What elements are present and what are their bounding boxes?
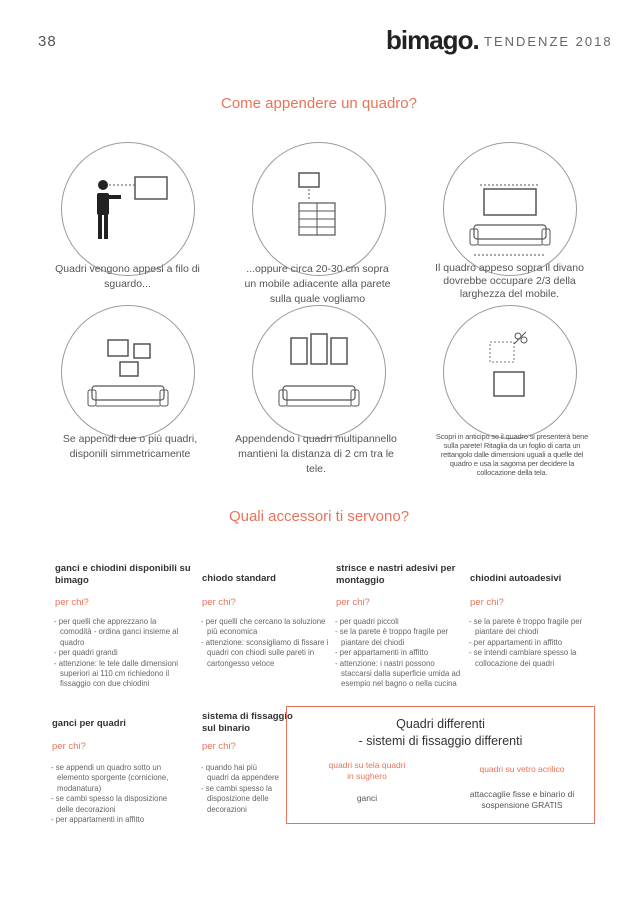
accessory-bullets-rail-system xyxy=(199,763,279,815)
accessory-title-rail-system: sistema di fissaggio sul binario xyxy=(202,711,293,734)
sofa-triptych-icon xyxy=(253,306,385,438)
box-label-canvas-cork: quadri su tela quadri in sughero xyxy=(328,760,406,781)
person-eye-level-icon xyxy=(62,143,194,275)
box-label-acrylic: quadri su vetro acrilico xyxy=(479,764,565,774)
per-chi-label: per chi? xyxy=(336,597,370,608)
list-item: - se la parete è troppo fragile per piantare dei chiodi xyxy=(467,617,597,638)
sofa-two-pictures-icon xyxy=(62,306,194,438)
illustration-eye-level xyxy=(61,142,195,276)
illustration-above-furniture xyxy=(252,142,386,276)
list-item: - per appartamenti in affitto xyxy=(467,638,597,648)
accessory-title-standard-nail: chiodo standard xyxy=(202,573,276,584)
box-title-line2: - sistemi di fissaggio differenti xyxy=(358,734,523,748)
list-item: - per appartamenti in affitto xyxy=(49,815,184,825)
per-chi-label: per chi? xyxy=(202,741,236,752)
accessory-bullets-picture-hooks xyxy=(49,763,184,825)
box-value-rail: attaccaglie fisse e binario di sospensione GRATIS xyxy=(469,789,575,810)
illustration-symmetric xyxy=(61,305,195,439)
list-item: - se la parete è troppo fragile per piantare dei chiodi xyxy=(333,627,463,648)
cabinet-icon xyxy=(253,143,385,275)
caption-above-furniture: ...oppure circa 20-30 cm sopra un mobile adiacente alla parete sulla quale vogliamo xyxy=(244,263,391,305)
list-item: - attenzione: sconsigliamo di fissare i quadri con chiodi sulle pareti in cartongesso veloce xyxy=(199,638,329,669)
header-subtitle: TENDENZE 2018 xyxy=(484,34,613,49)
per-chi-label: per chi? xyxy=(52,741,86,752)
per-chi-label: per chi? xyxy=(470,597,504,608)
section-title-hanging: Come appendere un quadro? xyxy=(221,95,417,112)
brand-logo: bimago. xyxy=(386,25,479,55)
list-item: - per quadri grandi xyxy=(52,648,187,658)
paper-scissors-icon xyxy=(444,306,576,438)
per-chi-label: per chi? xyxy=(55,597,89,608)
list-item: - per quelli che cercano la soluzione più economica xyxy=(199,617,329,638)
caption-multipanel: Appendendo i quadri multipannello mantieni la distanza di 2 cm tra le tele. xyxy=(235,433,397,475)
list-item: - quando hai più quadri da appendere xyxy=(199,763,279,784)
illustration-multipanel xyxy=(252,305,386,439)
illustration-paper-template xyxy=(443,305,577,439)
box-title-line1: Quadri differenti xyxy=(396,717,485,731)
accessory-title-adhesive-strips: strisce e nastri adesivi per montaggio xyxy=(336,563,456,586)
accessory-bullets-standard-nail xyxy=(199,617,329,669)
caption-eye-level: Quadri vengono appesi a filo di sguardo... xyxy=(55,263,200,290)
illustration-above-sofa xyxy=(443,142,577,276)
accessory-title-self-adhesive-nails: chiodini autoadesivi xyxy=(470,573,562,584)
accessory-bullets-bimago-hooks xyxy=(52,617,187,690)
caption-above-sofa: Il quadro appeso sopra il divano dovrebbe occupare 2/3 della larghezza del mobile. xyxy=(435,262,584,300)
section-title-accessories: Quali accessori ti servono? xyxy=(228,508,410,525)
list-item: - se appendi un quadro sotto un elemento sporgente (cornicione, modanatura) xyxy=(49,763,184,794)
list-item: - per quadri piccoli xyxy=(333,617,463,627)
list-item: - se intendi cambiare spesso la collocazione dei quadri xyxy=(467,648,597,669)
per-chi-label: per chi? xyxy=(202,597,236,608)
caption-paper-template: Scopri in anticipo se il quadro si presenterà bene sulla parete! Ritaglia da un foglio di carta un rettangolo dalle dimensioni uguali a quelle del quadro e usa la sagoma per decidere la collocazione della tela. xyxy=(435,432,589,477)
different-systems-box xyxy=(286,706,595,824)
sofa-icon xyxy=(444,143,576,275)
list-item: - attenzione: i nastri possono staccarsi dalla superficie umida ad esempio nel bagno o nella cucina xyxy=(333,659,463,690)
list-item: - per appartamenti in affitto xyxy=(333,648,463,658)
list-item: - per quelli che apprezzano la comodità - ordina ganci insieme al quadro xyxy=(52,617,187,648)
accessory-title-bimago-hooks: ganci e chiodini disponibili su bimago xyxy=(55,563,191,586)
list-item: - se cambi spesso la disposizione delle decorazioni xyxy=(49,794,184,815)
accessory-bullets-self-adhesive-nails xyxy=(467,617,597,669)
accessory-bullets-adhesive-strips xyxy=(333,617,463,690)
page-number: 38 xyxy=(38,33,57,50)
box-value-hooks: ganci xyxy=(356,793,378,803)
caption-symmetric: Se appendi due o più quadri, disponili simmetricamente xyxy=(62,433,198,460)
accessory-title-picture-hooks: ganci per quadri xyxy=(52,718,126,729)
list-item: - se cambi spesso la disposizione delle decorazioni xyxy=(199,784,279,815)
list-item: - attenzione: le tele dalle dimensioni superiori ai 110 cm richiedono il fissaggio con due chiodini xyxy=(52,659,187,690)
